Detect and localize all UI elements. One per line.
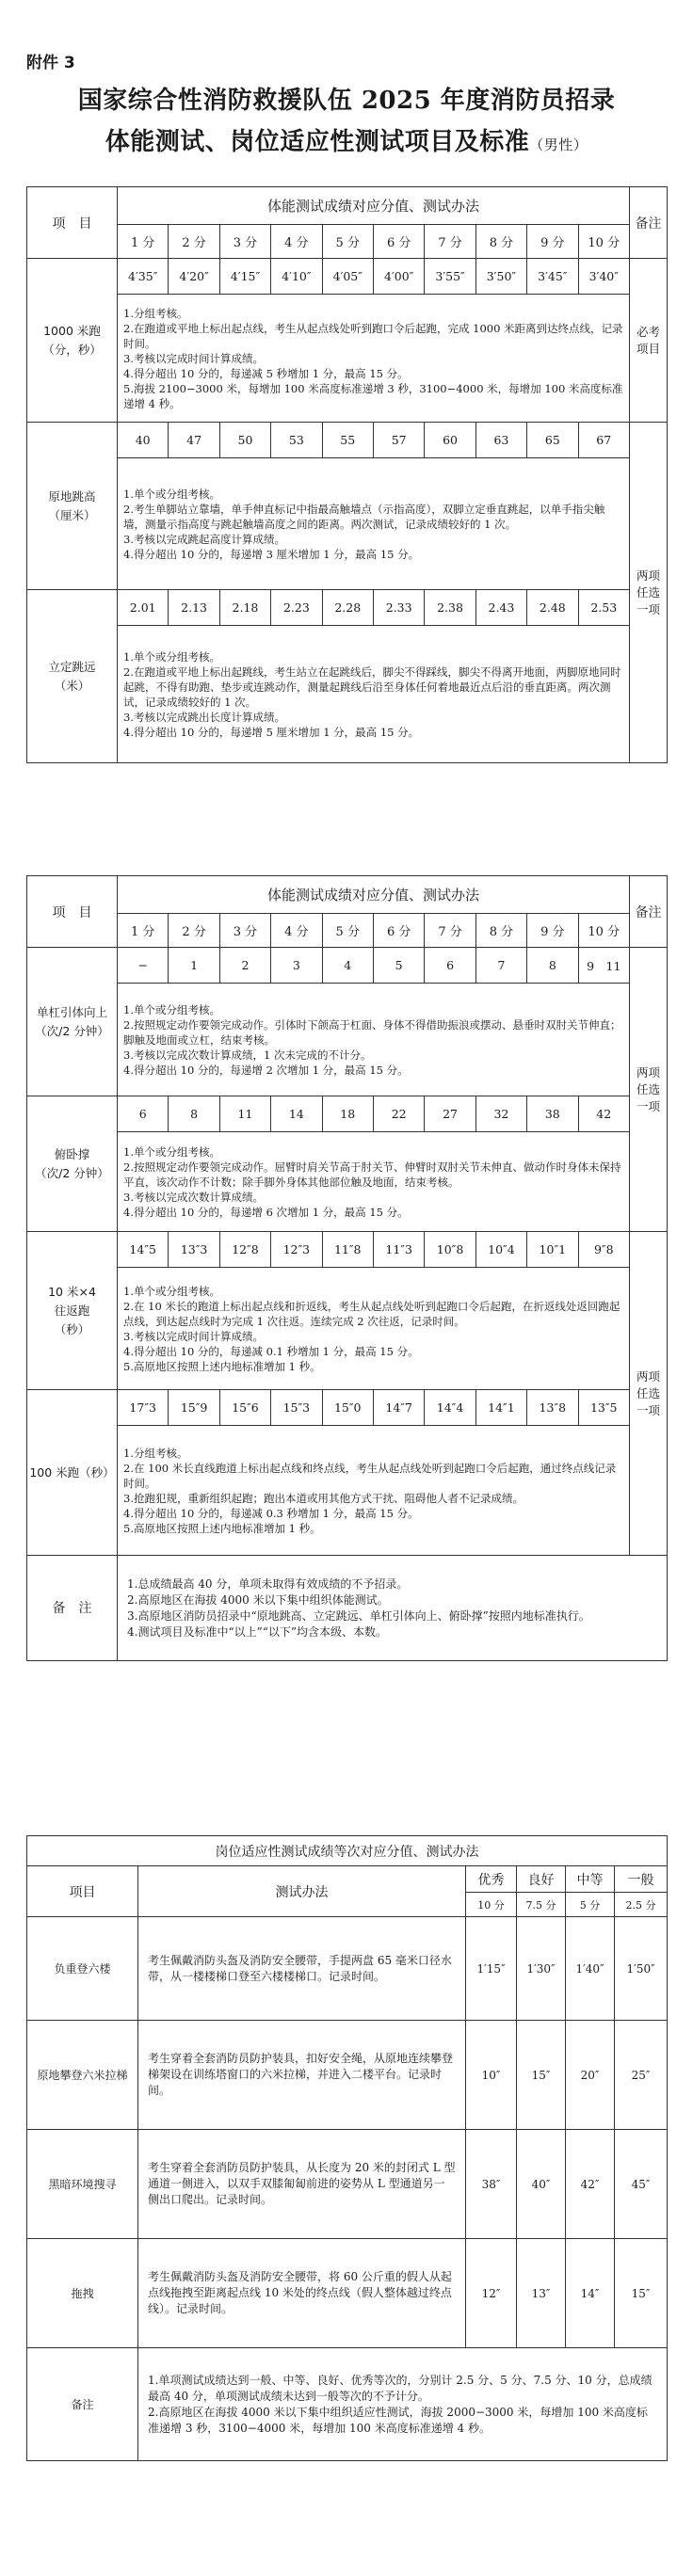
score-cell: 8 [527,948,578,984]
score-cell: 2.43 [475,590,526,626]
score-cell: 13″3 [169,1232,219,1268]
grade-medium: 中等 [566,1866,615,1893]
score-cell: 65 [527,423,578,458]
score-cell: 1′50″ [615,1917,668,2021]
method-shuttle-run: 1.单个或分组考核。 2.在 10 米长的跑道上标出起点线和折返线，考生从起点线处听到起跑口令后起跑，在折返线处返回跑起点线，到达起点线时为完成 1 次往返。连续完成 2 次往返，记录时间。 3.考核以完成时间计算成绩。 4.得分超出 10 分的，每递减 0.1 秒增加 1 分，最高 15 分。 5.高原地区按照上述内地标准增加 1 秒。 [118,1268,630,1390]
grade-excellent: 优秀 [466,1866,517,1893]
score-cell: 25″ [615,2021,668,2130]
score-cell: 4′35″ [118,259,169,295]
score-cell: 13″5 [578,1390,629,1426]
score-cell: 45″ [615,2130,668,2239]
t3-remark-text: 1.单项测试成绩达到一般、中等、良好、优秀等次的，分别计 2.5 分、5 分、7.5 分、10 分，总成绩最高 40 分，单项测试成绩未达到一般等次的不予计分。 2.高原地区在海拔 4000 米以下集中组织适应性测试，海拔 2000−3000 米，每增加 100 米高度标准递增 3 秒，3100−4000 米，每增加 100 米高度标准递增 4 秒。 [138,2348,668,2461]
grade-points: 10 分 [466,1893,517,1917]
point-header: 8 分 [475,225,526,259]
t3-method-header: 测试办法 [138,1866,466,1917]
method-100m-run: 1.分组考核。 2.在 100 米长直线跑道上标出起点线和终点线，考生从起点线处听到起跑口令后起跑，通过终点线记录时间。 3.抢跑犯规，重新组织起跑；跑出本道或用其他方式干扰、阻碍他人者不记录成绩。 4.得分超出 10 分的，每递减 0.3 秒增加 1 分，最高 15 分。 5.高原地区按照上述内地标准增加 1 秒。 [118,1426,630,1556]
physical-test-table-1 [26,186,668,763]
score-cell: 55 [322,423,373,458]
annex-label: 附件 3 [26,54,75,72]
score-cell: 11 [219,1096,270,1132]
score-cell: 6 [425,948,475,984]
score-cell: 50 [219,423,270,458]
t3-main-header: 岗位适应性测试成绩等次对应分值、测试办法 [27,1836,668,1866]
score-cell: 38″ [466,2130,517,2239]
score-cell: 1′30″ [517,1917,566,2021]
point-header: 7 分 [425,225,475,259]
score-cell: 14 [271,1096,322,1132]
score-cell: 40 [118,423,169,458]
score-cell: 3′50″ [475,259,526,295]
item-1000m-run: 1000 米跑 （分，秒） [27,259,118,423]
score-cell: 2.28 [322,590,373,626]
score-cell: 3′55″ [425,259,475,295]
method-loaded-stair-climb: 考生佩戴消防头盔及消防安全腰带，手提两盘 65 毫米口径水带，从一楼楼梯口登至六楼楼梯口。记录时间。 [138,1917,466,2021]
score-cell: 4′05″ [322,259,373,295]
score-cell: 15″6 [219,1390,270,1426]
score-cell: 1′40″ [566,1917,615,2021]
point-header: 5 分 [322,225,373,259]
score-cell: 10″1 [527,1232,578,1268]
point-header: 8 分 [475,914,526,948]
item-dark-search: 黑暗环境搜寻 [27,2130,138,2239]
item-shuttle-run: 10 米×4 往返跑 （秒） [27,1232,118,1390]
score-cell: 2.23 [271,590,322,626]
score-cell: 2.38 [425,590,475,626]
score-cell: 32 [475,1096,526,1132]
method-push-up: 1.单个或分组考核。 2.按照规定动作要领完成动作。屈臂时肩关节高于肘关节、伸臂时双肘关节未伸直、做动作时身体未保持平直，该次动作不计数；除手脚外身体其他部位触及地面，结束考核。 3.考核以完成次数计算成绩。 4.得分超出 10 分的，每递增 6 次增加 1 分，最高 15 分。 [118,1132,630,1232]
score-cell: 11″3 [373,1232,424,1268]
title-line2-text: 体能测试、岗位适应性测试项目及标准 [105,128,530,156]
score-cell: 3′40″ [578,259,629,295]
score-cell: 14″5 [118,1232,169,1268]
item-100m-run: 100 米跑（秒） [27,1390,118,1556]
score-cell: 15″3 [271,1390,322,1426]
score-cell: 14″7 [373,1390,424,1426]
score-cell: 4′00″ [373,259,424,295]
item-pull-up: 单杠引体向上 （次/2 分钟） [27,948,118,1096]
score-cell: 20″ [566,2021,615,2130]
method-pull-up: 1.单个或分组考核。 2.按照规定动作要领完成动作。引体时下颌高于杠面、身体不得借助振浪或摆动、悬垂时双肘关节伸直；脚触及地面或立杠，结束考核。 3.考核以完成次数计算成绩，1 次未完成的不计分。 4.得分超出 10 分的，每递增 2 次增加 1 分，最高 15 分。 [118,984,630,1096]
score-cell: 5 [373,948,424,984]
note-choose-one-b: 两项任选一项 [629,1232,667,1556]
point-header: 9 分 [527,914,578,948]
score-cell: 10″8 [425,1232,475,1268]
score-cell: 27 [425,1096,475,1132]
note-choose-one-a: 两项任选一项 [629,948,667,1232]
document-title-line2 [0,122,693,157]
col-main-header: 体能测试成绩对应分值、测试办法 [118,876,630,914]
point-header: 7 分 [425,914,475,948]
t3-item-header: 项目 [27,1866,138,1917]
score-cell: 42 [578,1096,629,1132]
score-cell: 10″4 [475,1232,526,1268]
grade-points: 2.5 分 [615,1893,668,1917]
score-cell: 4 [322,948,373,984]
score-cell: 13″ [517,2239,566,2348]
grade-good: 良好 [517,1866,566,1893]
score-cell: 11″8 [322,1232,373,1268]
score-cell: 14″4 [425,1390,475,1426]
score-cell: 7 [475,948,526,984]
method-standing-high-jump: 1.单个或分组考核。 2.考生单脚站立靠墙，单手伸直标记中指最高触墙点（示指高度），双脚立定垂直跳起，以单手指尖触墙，测量示指高度与跳起触墙高度之间的距离。两次测试，记录成绩较好的 1 次。 3.考核以完成跳起高度计算成绩。 4.得分超出 10 分的，每递增 3 厘米增加 1 分，最高 15 分。 [118,458,630,590]
score-cell: 2.33 [373,590,424,626]
item-ladder-climb: 原地攀登六米拉梯 [27,2021,138,2130]
point-header: 10 分 [578,225,629,259]
score-cell: 60 [425,423,475,458]
score-cell: 17″3 [118,1390,169,1426]
score-cell: 12″3 [271,1232,322,1268]
item-push-up: 俯卧撑 （次/2 分钟） [27,1096,118,1232]
score-cell: 1′15″ [466,1917,517,2021]
col-note-header: 备注 [629,187,667,259]
score-cell: 42″ [566,2130,615,2239]
t3-remark-label: 备注 [27,2348,138,2461]
score-cell: 63 [475,423,526,458]
point-header: 10 分 [578,914,629,948]
point-header: 1 分 [118,914,169,948]
score-cell: 2.18 [219,590,270,626]
score-cell: 15″ [615,2239,668,2348]
point-header: 4 分 [271,225,322,259]
score-cell: 38 [527,1096,578,1132]
score-cell: 3 [271,948,322,984]
score-cell: 3′45″ [527,259,578,295]
note-required: 必考项目 [629,259,667,423]
job-adaptability-table [26,1835,668,2461]
col-main-header: 体能测试成绩对应分值、测试办法 [118,187,630,225]
score-cell: 13″8 [527,1390,578,1426]
method-standing-long-jump: 1.单个或分组考核。 2.在跑道或平地上标出起跳线，考生站立在起跳线后，脚尖不得踩线，脚尖不得离开地面，两脚原地同时起跳，不得有助跑、垫步或连跳动作，测量起跳线后沿至身体任何着地最近点后沿的垂直距离。两次测试，记录成绩较好的 1 次。 3.考核以完成跳出长度计算成绩。 4.得分超出 10 分的，每递增 5 厘米增加 1 分，最高 15 分。 [118,626,630,763]
point-header: 6 分 [373,914,424,948]
score-cell: 4′15″ [219,259,270,295]
grade-points: 5 分 [566,1893,615,1917]
method-ladder-climb: 考生穿着全套消防员防护装具，扣好安全绳，从原地连续攀登梯架设在训练塔窗口的六米拉梯，并进入二楼平台。记录时间。 [138,2021,466,2130]
col-item-header: 项 目 [27,187,118,259]
point-header: 4 分 [271,914,322,948]
score-cell: 47 [169,423,219,458]
point-header: 6 分 [373,225,424,259]
score-cell: 15″0 [322,1390,373,1426]
score-cell: 57 [373,423,424,458]
point-header: 3 分 [219,225,270,259]
item-standing-long-jump: 立定跳远 （米） [27,590,118,763]
score-cell: 2.48 [527,590,578,626]
score-cell: 2 [219,948,270,984]
method-drag: 考生佩戴消防头盔及消防安全腰带，将 60 公斤重的假人从起点线拖拽至距离起点线 10 米处的终点线（假人整体越过终点线）。记录时间。 [138,2239,466,2348]
score-cell: 67 [578,423,629,458]
score-cell: 14″1 [475,1390,526,1426]
physical-test-table-2 [26,875,668,1661]
point-header: 2 分 [169,225,219,259]
score-cell: 8 [169,1096,219,1132]
score-cell: 9″8 [578,1232,629,1268]
document-title-line1: 国家综合性消防救援队伍 2025 年度消防员招录 [77,87,616,115]
score-cell: 2.53 [578,590,629,626]
point-header: 5 分 [322,914,373,948]
title-gender: （男性） [529,136,588,153]
point-header: 1 分 [118,225,169,259]
score-cell: 2.13 [169,590,219,626]
grade-points: 7.5 分 [517,1893,566,1917]
col-note-header: 备注 [629,876,667,948]
score-cell: 2.01 [118,590,169,626]
note-choose-one: 两项任选一项 [629,423,667,763]
score-cell: 12″8 [219,1232,270,1268]
score-cell: 40″ [517,2130,566,2239]
score-cell: 12″ [466,2239,517,2348]
score-cell: 15″ [517,2021,566,2130]
score-cell: 6 [118,1096,169,1132]
score-cell: 4′20″ [169,259,219,295]
score-cell: − [118,948,169,984]
method-dark-search: 考生穿着全套消防员防护装具，从长度为 20 米的封闭式 L 型通道一侧进入，以双手双膝匍匐前进的姿势从 L 型通道另一侧出口爬出。记录时间。 [138,2130,466,2239]
score-cell: 53 [271,423,322,458]
score-cell: 15″9 [169,1390,219,1426]
point-header: 3 分 [219,914,270,948]
remark-text: 1.总成绩最高 40 分，单项未取得有效成绩的不予招录。 2.高原地区在海拔 4000 米以下集中组织体能测试。 3.高原地区消防员招录中“原地跳高、立定跳远、单杠引体向上、俯卧撑”按照内地标准执行。 4.测试项目及标准中“以上”“以下”均含本级、本数。 [118,1556,668,1661]
score-cell: 18 [322,1096,373,1132]
score-cell: 10″ [466,2021,517,2130]
score-cell: 4′10″ [271,259,322,295]
grade-fair: 一般 [615,1866,668,1893]
point-header: 9 分 [527,225,578,259]
score-cell: 22 [373,1096,424,1132]
item-standing-high-jump: 原地跳高 （厘米） [27,423,118,590]
col-item-header: 项 目 [27,876,118,948]
score-cell: 1 [169,948,219,984]
score-cell: 9 11 [578,948,629,984]
score-cell: 14″ [566,2239,615,2348]
item-drag: 拖拽 [27,2239,138,2348]
item-loaded-stair-climb: 负重登六楼 [27,1917,138,2021]
point-header: 2 分 [169,914,219,948]
remark-label: 备 注 [27,1556,118,1661]
method-1000m-run: 1.分组考核。 2.在跑道或平地上标出起点线，考生从起点线处听到跑口令后起跑，完成 1000 米距离到达终点线，记录时间。 3.考核以完成时间计算成绩。 4.得分超出 10 分的，每递减 5 秒增加 1 分，最高 15 分。 5.海拔 2100−3000 米，每增加 100 米高度标准递增 3 秒，3100−4000 米，每增加 100 米高度标准递增 4 秒。 [118,295,630,423]
